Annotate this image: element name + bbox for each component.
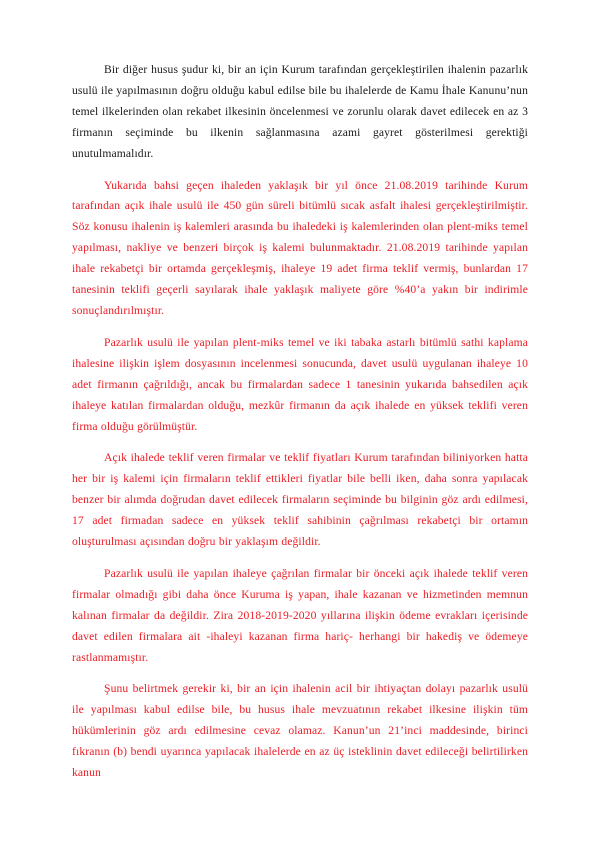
document-body (72, 60, 528, 784)
paragraph-3: Pazarlık usulü ile yapılan plent-miks temel ve iki tabaka astarlı bitümlü sathi kaplama ihalesine ilişkin işlem dosyasının incelenmesi sonucunda, davet usulü uygulanan ihaleye 10 adet firmanın çağrıldığı, ancak bu firmalardan sadece 1 tanesinin yukarıda bahsedilen açık ihaleye katılan firmalardan olduğu, mezkûr firmanın da açık ihalede en yüksek teklifi veren firma olduğu görülmüştür. (72, 335, 528, 433)
paragraph-6: Şunu belirtmek gerekir ki, bir an için ihalenin acil bir ihtiyaçtan dolayı pazarlık usulü ile yapılması kabul edilse bile, bu husus ihale mevzuatının rekabet ilkesine ilişkin tüm hükümlerinin göz ardı edilmesine cevaz olamaz. Kanun’un 21’inci maddesinde, birinci fıkranın (b) bendi uyarınca yapılacak ihalelerde en az üç isteklinin davet edileceği belirtilirken kanun (72, 682, 528, 780)
paragraph-1: Bir diğer husus şudur ki, bir an için Kurum tarafından gerçekleştirilen ihalenin pazarlık usulü ile yapılmasının doğru olduğu kabul edilse bile bu ihalelerde de Kamu İhale Kanunu’nun temel ilkelerinden olan rekabet ilkesinin öncelenmesi ve zorunlu olarak davet edilecek en az 3 firmanın seçiminde bu ilkenin sağlanmasına azami gayret gösterilmesi gerektiği unutulmamalıdır. (72, 63, 528, 160)
paragraph-2: Yukarıda bahsi geçen ihaleden yaklaşık bir yıl önce 21.08.2019 tarihinde Kurum tarafından açık ihale usulü ile 450 gün süreli bitümlü sıcak asfalt ihalesi gerçekleştirilmiştir. Söz konusu ihalenin iş kalemleri arasında bu ihaledeki iş kalemlerinden olan plent-miks temel yapılması, nakliye ve benzeri birçok iş kalemi bulunmaktadır. 21.08.2019 tarihinde yapılan ihale rekabetçi bir ortamda gerçekleşmiş, ihaleye 19 adet firma teklif vermiş, bunlardan 17 tanesinin teklifi geçerli sayılarak ihale yaklaşık maliyete göre %40’a yakın bir indirimle sonuçlandırılmıştır. (72, 178, 528, 317)
paragraph-5: Pazarlık usulü ile yapılan ihaleye çağrılan firmalar bir önceki açık ihalede teklif veren firmalar olmadığı gibi daha önce Kuruma iş yapan, ihale kazanan ve hizmetinden memnun kalınan firmalar da değildir. Zira 2018-2019-2020 yıllarına ilişkin ödeme evrakları içerisinde davet edilen firmalara ait -ihaleyi kazanan firma hariç- herhangi bir hakediş ve ödemeye rastlanmamıştır. (72, 566, 528, 664)
paragraph-4: Açık ihalede teklif veren firmalar ve teklif fiyatları Kurum tarafından biliniyorken hatta her bir iş kalemi için firmaların teklif ettikleri fiyatlar bile belli iken, daha sonra yapılacak benzer bir alımda doğrudan davet edilecek firmaların seçiminde bu bilginin göz ardı edilmesi, 17 adet firmadan sadece en yüksek teklif sahibinin çağrılması rekabetçi bir ortamın oluşturulması açısından doğru bir yaklaşım değildir. (72, 451, 528, 549)
